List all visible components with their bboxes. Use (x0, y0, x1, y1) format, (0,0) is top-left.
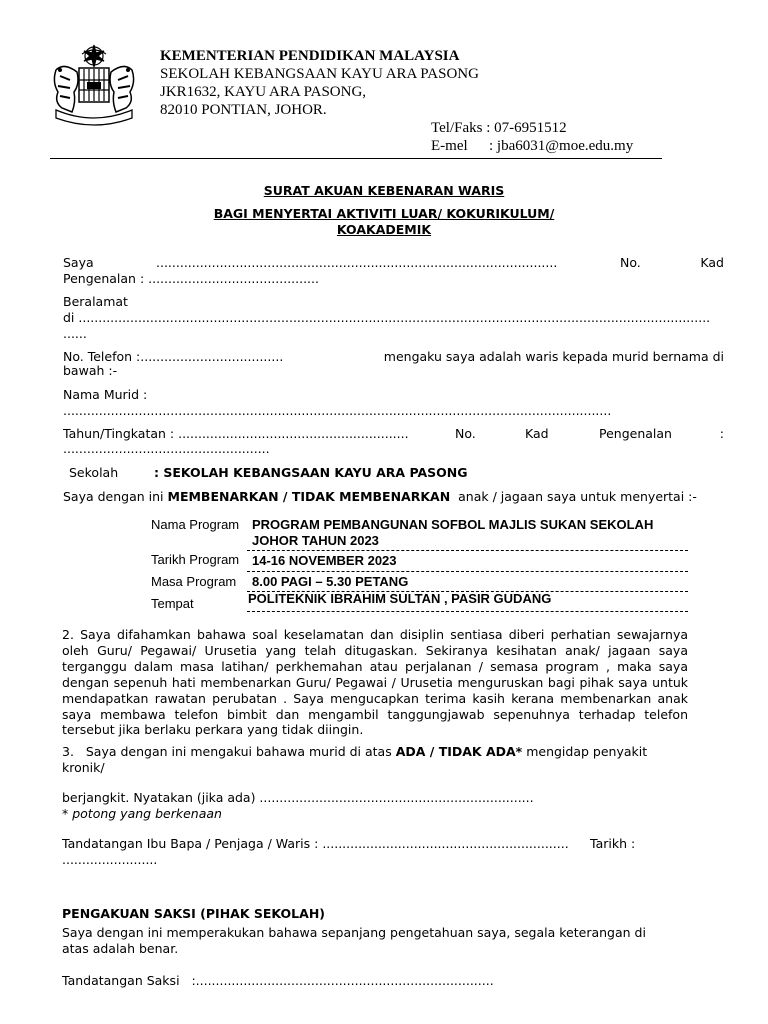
kad-label-2: Kad (525, 426, 549, 441)
email-value[interactable]: : jba6031@moe.edu.my (489, 138, 634, 154)
program-label-tempat: Tempat (151, 596, 194, 611)
colon-label-2: : (719, 426, 724, 441)
witness-statement: Saya dengan ini memperakukan bahawa sepanjang pengetahuan saya, segala keterangan di atas adalah benar. (62, 925, 646, 956)
nama-murid-label: Nama Murid : (63, 387, 148, 402)
program-value-masa: 8.00 PAGI – 5.30 PETANG (247, 574, 688, 592)
address-field-cont[interactable]: ...... (63, 326, 87, 341)
program-label-nama: Nama Program (151, 517, 240, 532)
tahun-row (63, 426, 724, 442)
tahun-field[interactable]: Tahun/Tingkatan : .......................................................... (63, 426, 409, 441)
program-label-masa: Masa Program (151, 574, 237, 589)
parent-signature-field[interactable]: Tandatangan Ibu Bapa / Penjaga / Waris : .............................................................. (62, 836, 569, 851)
pengenalan-field[interactable]: Pengenalan : ........................................... (63, 271, 319, 286)
school-name: SEKOLAH KEBANGSAAN KAYU ARA PASONG (160, 66, 479, 82)
program-value-nama: PROGRAM PEMBANGUNAN SOFBOL MAJLIS SUKAN SEKOLAH JOHOR TAHUN 2023 (247, 517, 688, 551)
witness-heading: PENGAKUAN SAKSI (PIHAK SEKOLAH) (62, 906, 325, 921)
contact-email (431, 137, 633, 156)
paragraph-2: 2. Saya difahamkan bahawa soal keselamatan dan disiplin sentiasa diberi perhatian sewajarnya oleh Guru/ Pegawai/ Urusetia yang telah ditugaskan. Sekiranya kesihatan anak/ jagaan saya terganggu dalam masa latihan/ perkhemahan atau perjalanan / semasa program , maka saya dengan sepenuh hati membenarkan Guru/ Pegawai / Urusetia menguruskan bagi pihak saya untuk mendapatkan rawatan perubatan . Saya mengucapkan terima kasih kerana membenarkan anak saya membawa telefon bimbit dan mengambil tanggungjawab sepenuhnya terhadap telefon tersebut jika berlaku perkara yang tidak diingin. (62, 627, 688, 738)
waris-statement: mengaku saya adalah waris kepada murid bernama di (383, 349, 724, 364)
header-divider (50, 158, 662, 159)
sekolah-label: Sekolah (69, 465, 119, 480)
letter-subtitle (0, 206, 768, 237)
strike-note: * potong yang berkenaan (62, 806, 222, 821)
program-value-tempat: POLITEKNIK IBRAHIM SULTAN , PASIR GUDANG (247, 591, 688, 612)
no-label: No. (620, 255, 641, 270)
telefon-field[interactable]: No. Telefon :.................................... (63, 349, 284, 364)
beralamat-label: Beralamat (63, 294, 128, 309)
paragraph-3 (62, 744, 688, 775)
saya-label: Saya (63, 255, 94, 270)
nama-murid-field[interactable]: .......................................................................................................................................... (63, 403, 612, 418)
permission-statement (63, 489, 697, 505)
subtitle-line-2: KOAKADEMIK (336, 221, 432, 237)
ministry-name: KEMENTERIAN PENDIDIKAN MALAYSIA (160, 48, 460, 64)
sekolah-value: : SEKOLAH KEBANGSAAN KAYU ARA PASONG (154, 465, 468, 480)
tarikh-label: Tarikh : (590, 836, 636, 851)
illness-field[interactable]: berjangkit. Nyatakan (jika ada) ..................................................................... (62, 790, 534, 805)
school-crest-logo (46, 42, 142, 128)
no-label-2: No. (455, 426, 476, 441)
tarikh-field[interactable]: ........................ (62, 852, 158, 867)
school-address-line-1: JKR1632, KAYU ARA PASONG, (160, 84, 367, 100)
letter-title: SURAT AKUAN KEBENARAN WARIS (263, 183, 505, 198)
permission-suffix: anak / jagaan saya untuk menyertai :- (450, 489, 697, 504)
permission-options[interactable]: MEMBENARKAN / TIDAK MEMBENARKAN (167, 489, 451, 504)
saya-row (63, 255, 724, 271)
kad-label: Kad (700, 255, 724, 270)
contact-tel: Tel/Faks : 07-6951512 (431, 120, 567, 136)
email-label: E-mel (431, 138, 468, 154)
address-field[interactable]: di ............................................................................................................................................................... (63, 310, 711, 325)
permission-prefix: Saya dengan ini (63, 489, 168, 504)
pengenalan-label-2: Pengenalan (599, 426, 672, 441)
bawah-label: bawah :- (63, 363, 118, 378)
paragraph-3-suffix: mengidap penyakit kronik/ (62, 744, 652, 775)
witness-signature-field[interactable]: Tandatangan Saksi :........................................................................... (62, 973, 494, 988)
saya-name-field[interactable]: ..................................................................................................... (156, 255, 558, 270)
ada-tidak-ada-options[interactable]: ADA / TIDAK ADA* (395, 744, 523, 759)
subtitle-line-1: BAGI MENYERTAI AKTIVITI LUAR/ KOKURIKULUM/ (213, 206, 555, 221)
program-label-tarikh: Tarikh Program (151, 552, 240, 567)
school-address-line-2: 82010 PONTIAN, JOHOR. (160, 102, 327, 118)
program-value-tarikh: 14-16 NOVEMBER 2023 (247, 553, 688, 572)
paragraph-3-prefix: 3. Saya dengan ini mengakui bahawa murid di atas (62, 744, 396, 759)
ic-field[interactable]: .................................................... (63, 441, 270, 456)
